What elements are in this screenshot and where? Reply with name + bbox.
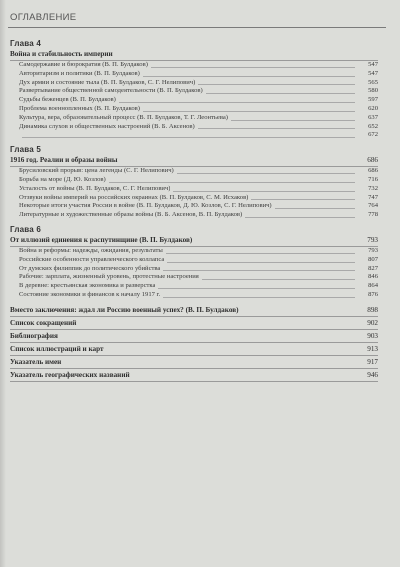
toc-entry-page: 747 (368, 193, 378, 201)
toc-entry-page: 597 (368, 96, 378, 104)
dot-leader (251, 199, 355, 200)
chapter-title[interactable] (10, 235, 378, 247)
backmatter-entry-page: 917 (367, 357, 378, 366)
toc-entry-text: Брусиловский прорыв: цена легенды (С. Г. Нелипович) (19, 167, 174, 175)
chapter-title[interactable] (10, 49, 378, 61)
backmatter-entry-text: Библиография (10, 331, 58, 340)
chapter-title-text: 1916 год. Реалии и образы войны (10, 156, 118, 165)
dot-leader (206, 93, 355, 94)
toc-entry-text: Развертывание общественной самодеятельности (В. П. Булдаков) (19, 87, 203, 95)
dot-leader (109, 182, 355, 183)
toc-entry-text: От думских филиппик до политического убийства (19, 264, 161, 272)
toc-entry-text: Авторитаризм и политики (В. П. Булдаков) (19, 69, 140, 77)
toc-entry-text: В деревне: крестьянская экономика и разверстка (19, 282, 156, 290)
toc-entry[interactable] (10, 61, 378, 70)
chapter-title-text: От иллюзий единения к распутинщине (В. П. Булдаков) (10, 235, 193, 244)
toc-entry-text: Дух армии и состояние тыла (В. П. Булдаков, С. Г. Нелипович) (19, 78, 196, 86)
toc-entry-page: 580 (368, 87, 378, 95)
dot-leader (166, 253, 355, 254)
backmatter-entry-text: Вместо заключения: ждал ли Россию военный успех? (В. П. Булдаков) (10, 305, 239, 314)
toc-entry-page: 864 (368, 282, 378, 290)
dot-leader (177, 173, 355, 174)
toc-entry-page: 716 (368, 175, 378, 183)
toc-entry-page: 652 (368, 122, 378, 130)
dot-leader (202, 279, 355, 280)
toc-entry[interactable] (10, 105, 378, 114)
chapters-list (10, 38, 378, 300)
toc-entry-page: 807 (368, 255, 378, 263)
toc-entry-page: 876 (368, 290, 378, 298)
dot-leader (198, 84, 355, 85)
backmatter-list (10, 304, 378, 382)
toc-entry[interactable] (10, 256, 378, 265)
toc-entry[interactable] (10, 194, 378, 203)
toc-entry-text: Самодержавие и бюрократия (В. П. Булдаков) (19, 61, 148, 68)
chapter-title-text: Война и стабильность империи (10, 50, 113, 58)
chapter-label: Глава 5 (10, 145, 42, 155)
dot-leader (173, 191, 355, 192)
chapter-items (10, 61, 378, 140)
header-rule (8, 27, 386, 28)
toc-entry-page: 565 (368, 78, 378, 86)
dot-leader (198, 128, 355, 129)
toc-entry[interactable] (10, 291, 378, 300)
chapter-items (10, 247, 378, 300)
chapter-section (10, 224, 378, 300)
toc-entry-page: 686 (368, 167, 378, 175)
toc-entry-text: Динамика слухов и общественных настроений (В. Б. Аксенов) (19, 122, 195, 130)
backmatter-entry-page: 913 (367, 344, 378, 353)
dot-leader (231, 120, 355, 121)
toc-entry-text: Борьба на море (Д. Ю. Козлов) (19, 175, 106, 183)
toc-entry-page: 620 (368, 104, 378, 112)
toc-entry-text: Отзвуки войны империй на российских окраинах (В. П. Булдаков, С. М. Исхаков) (19, 193, 249, 201)
toc-entry[interactable] (10, 114, 378, 123)
toc-entry-text: Война и реформы: надежды, ожидания, результаты (19, 246, 163, 254)
toc-entry-page: 547 (368, 69, 378, 77)
toc-entry[interactable] (10, 96, 378, 105)
toc-entry-text: Состояние экономики и финансов к началу 1917 г. (19, 290, 161, 298)
dot-leader (245, 217, 355, 218)
toc-entry-text: Судьбы беженцев (В. П. Булдаков) (19, 96, 116, 104)
toc-entry[interactable] (10, 176, 378, 185)
toc-entry[interactable] (10, 70, 378, 79)
chapter-title[interactable] (10, 155, 378, 167)
dot-leader (151, 67, 355, 68)
toc-entry-page: 637 (368, 113, 378, 121)
toc-entry-text: Проблема военнопленных (В. П. Булдаков) (19, 104, 140, 112)
backmatter-entry[interactable] (10, 343, 378, 356)
dot-leader (119, 102, 355, 103)
toc-entry[interactable] (10, 123, 378, 132)
toc-entry-page: 672 (368, 131, 378, 139)
backmatter-entry[interactable] (10, 356, 378, 369)
toc-entry-page: 732 (368, 184, 378, 192)
chapter-label: Глава 6 (10, 224, 42, 234)
dot-leader (167, 262, 355, 263)
dot-leader (275, 208, 355, 209)
dot-leader (22, 137, 355, 138)
toc-entry[interactable] (10, 79, 378, 88)
backmatter-entry[interactable] (10, 330, 378, 343)
backmatter-entry[interactable] (10, 317, 378, 330)
toc-entry-page: 827 (368, 264, 378, 272)
toc-entry[interactable] (10, 247, 378, 256)
toc-entry[interactable] (10, 282, 378, 291)
backmatter-entry-text: Указатель имен (10, 357, 62, 366)
toc-entry-text: Литературные и художественные образы войны (В. Б. Аксенов, В. П. Булдаков) (19, 211, 243, 219)
backmatter-entry-page: 903 (367, 331, 378, 340)
toc-entry[interactable] (10, 265, 378, 274)
toc-entry-page: 547 (368, 61, 378, 68)
backmatter-entry-page: 946 (367, 370, 378, 379)
chapter-section (10, 38, 378, 140)
backmatter-entry-text: Список иллюстраций и карт (10, 344, 104, 353)
page-header: ОГЛАВЛЕНИЕ (10, 12, 77, 23)
toc-entry-page: 793 (368, 246, 378, 254)
dot-leader (143, 76, 355, 77)
toc-entry[interactable] (10, 131, 378, 140)
toc-entry-text: Культура, вера, образовательный процесс (В. П. Булдаков, Т. Г. Леонтьева) (19, 113, 228, 121)
toc-entry-page: 846 (368, 273, 378, 281)
toc-entry[interactable] (10, 273, 378, 282)
dot-leader (158, 288, 355, 289)
toc-entry-page: 764 (368, 202, 378, 210)
chapter-section (10, 144, 378, 220)
dot-leader (143, 111, 355, 112)
backmatter-entry-text: Указатель географических названий (10, 370, 130, 379)
toc-content (10, 38, 378, 382)
toc-entry[interactable] (10, 211, 378, 220)
toc-entry-text: Рабочие: зарплата, жизненный уровень, протестные настроения (19, 273, 199, 281)
toc-entry-text: Российские особенности управленческого коллапса (19, 255, 165, 263)
toc-entry[interactable] (10, 167, 378, 176)
chapter-page-number: 793 (367, 235, 378, 244)
toc-entry[interactable] (10, 87, 378, 96)
toc-entry[interactable] (10, 185, 378, 194)
dot-leader (163, 270, 355, 271)
backmatter-entry-page: 902 (367, 318, 378, 327)
backmatter-entry[interactable] (10, 304, 378, 317)
backmatter-entry-text: Список сокращений (10, 318, 77, 327)
toc-entry-text: Усталость от войны (В. П. Булдаков, С. Г. Нелипович) (19, 184, 171, 192)
toc-entry-text: Некоторые итоги участия России в войне (В. П. Булдаков, Д. Ю. Козлов, С. Г. Нелипович) (19, 202, 272, 210)
spine-shadow (0, 0, 6, 567)
chapter-label: Глава 4 (10, 39, 42, 48)
toc-entry[interactable] (10, 202, 378, 211)
dot-leader (163, 297, 355, 298)
chapter-items (10, 167, 378, 220)
backmatter-entry-page: 898 (367, 305, 378, 314)
backmatter-entry[interactable] (10, 369, 378, 382)
toc-entry-page: 778 (368, 211, 378, 219)
chapter-page-number: 686 (367, 156, 378, 165)
